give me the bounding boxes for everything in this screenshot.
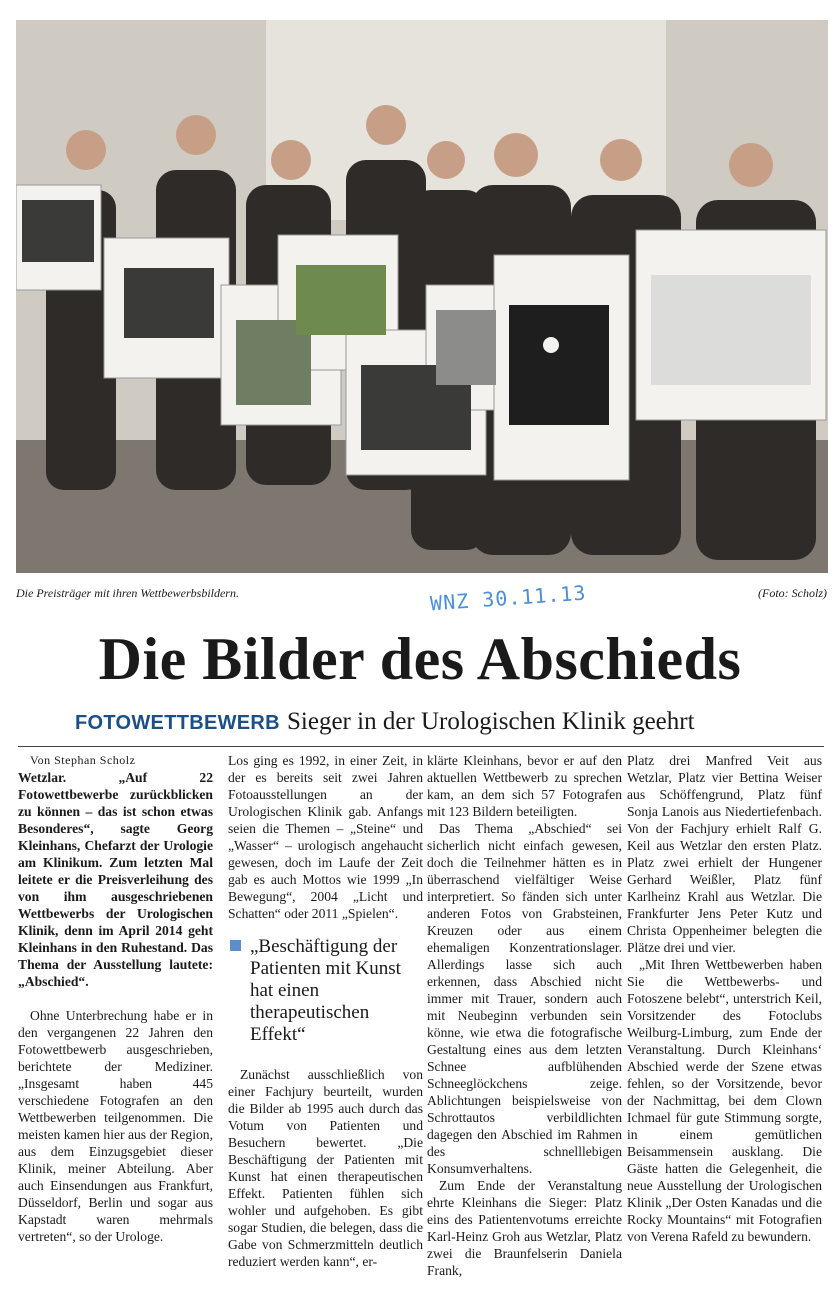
pull-quote-text: „Beschäftigung der Patienten mit Kunst hat einen therapeutischen Effekt“ [250,936,401,1045]
paragraph: „Mit Ihren Wettbewerben haben Sie die Wettbewerbs- und Fotoszene belebt“, unterstrich Keil, Vorsitzender des Fotoclubs Weilburg-Limburg, zum Ende der Veranstaltung. Durch Kleinhans‘ Abschied werde der Szene etwas fehlen, so der Vorsitzende, bevor der Nachmittag, bei dem Clown Ichmael für gute Stimmung sorgte, in einem gemütlichen Beisammensein ausklang. Die Gäste hatten die Gelegenheit, die neue Ausstellung der Urologischen Klinik „Der Osten Kanadas und die Rocky Mountains“ mit Fotografien von Verena Rafeld zu bewundern. [627,957,822,1244]
paragraph: Das Thema „Abschied“ sei sicherlich nicht einfach gewesen, doch die Teilnehmer hätten es in überraschend vielfältiger Weise interpretiert. So fänden sich unter anderen Fotos von Grabsteinen, Kreuzen oder aus einem ehemaligen Konzentrationslager. Allerdings lasse sich auch erkennen, dass Abschied nicht immer mit Trauer, sondern auch mit Neubeginn verbunden sein könne, wie etwa die fotografische Gestaltung eines aus dem letzten Schnee aufblühenden Schneeglöckchens zeige. Ablichtungen beispielsweise von Schrottautos verbildlichten dagegen den Abschied im Rahmen des schnelllebigen Konsumverhaltens. [427,821,622,1176]
photo-caption: Die Preisträger mit ihren Wettbewerbsbildern. [16,586,239,600]
article-column-1 [18,752,213,1245]
headline: Die Bilder des Abschieds [98,626,742,692]
subheadline: Sieger in der Urologischen Klinik geehrt [287,708,695,735]
lead-paragraph: Wetzlar. „Auf 22 Fotowettbewerbe zurückblicken zu können – das ist schon etwas Besonderes“, sagte Georg Kleinhans, Chefarzt der Urologie am Klinikum. Zum letzten Mal leitete er die Preisverleihung des von ihm ausgeschriebenen Wettbewerbs der Urologischen Klinik, denn im April 2014 geht Kleinhans in den Ruhestand. Das Thema der Ausstellung lautete: „Abschied“. [18,770,213,989]
group-photo-icon [16,20,828,573]
square-icon [230,940,241,951]
photo-credit: (Foto: Scholz) [758,586,827,600]
kicker: FOTOWETTBEWERB [75,712,280,734]
paragraph: Zum Ende der Veranstaltung ehrte Kleinhans die Sieger: Platz eins des Patientenvotums erreichte Karl-Heinz Groh aus Wetzlar, Platz zwei die Braunfelserin Daniela Frank, [427,1178,622,1278]
paragraph: klärte Kleinhans, bevor er auf den aktuellen Wettbewerb zu sprechen kam, an dem sich 57 Fotografen mit 123 Bildern beteiligten. [427,753,622,819]
byline: Von Stephan Scholz [30,753,136,767]
article-column-3 [427,752,622,1279]
date-stamp: WNZ 30.11.13 [429,580,588,616]
pull-quote [250,936,423,1046]
paragraph: Los ging es 1992, in einer Zeit, in der es bereits seit zwei Jahren Fotoausstellungen an der Urologischen Klinik gab. Anfangs seien die Themen – „Steine“ und „Wasser“ – urologisch angehaucht gewesen, doch im Laufe der Zeit gab es auch Mottos wie 1999 „In Bewegung“, 2004 „Licht und Schatten“ oder 2011 „Spielen“. [228,753,423,921]
article-column-4 [627,752,822,1245]
article-column-2 [228,752,423,1270]
group-photo [16,20,828,573]
paragraph: Platz drei Manfred Veit aus Wetzlar, Platz vier Bettina Weiser aus Schöffengrund, Platz fünf Sonja Lanois aus Niedertiefenbach. Von der Fachjury erhielt Ralf G. Keil aus Wetzlar den ersten Platz. Platz zwei erhielt der Hungener Gerhard Weißler, Platz fünf Karlheinz Krahl aus Wetzlar. Die Frankfurter Jens Peter Kutz und Christa Oppenheimer belegten die Plätze drei und vier. [627,753,822,955]
paragraph: Ohne Unterbrechung habe er in den vergangenen 22 Jahren den Fotowettbewerb ausgeschrieben, berichtete der Mediziner. „Insgesamt haben 445 verschiedene Fotografen an den Wettbewerben teilgenommen. Die meisten kamen hier aus der Region, aus dem Einzugsgebiet dieser Klinik, meiner Abteilung. Aber auch Einsendungen aus Frankfurt, Düsseldorf, Berlin und sogar aus Kapstadt waren mehrmals vertreten“, so der Urologe. [18,1008,213,1244]
divider [18,746,824,747]
paragraph: Zunächst ausschließlich von einer Fachjury beurteilt, wurden die Bilder ab 1995 auch durch das Votum von Patienten und Besuchern bewertet. „Die Beschäftigung der Patienten mit Kunst hat einen therapeutischen Effekt. Patienten fühlen sich wohler und aufgehoben. Es gibt sogar Studien, die belegen, dass die Gabe von Schmerzmitteln deutlich reduziert werden kann“, er- [228,1067,423,1269]
